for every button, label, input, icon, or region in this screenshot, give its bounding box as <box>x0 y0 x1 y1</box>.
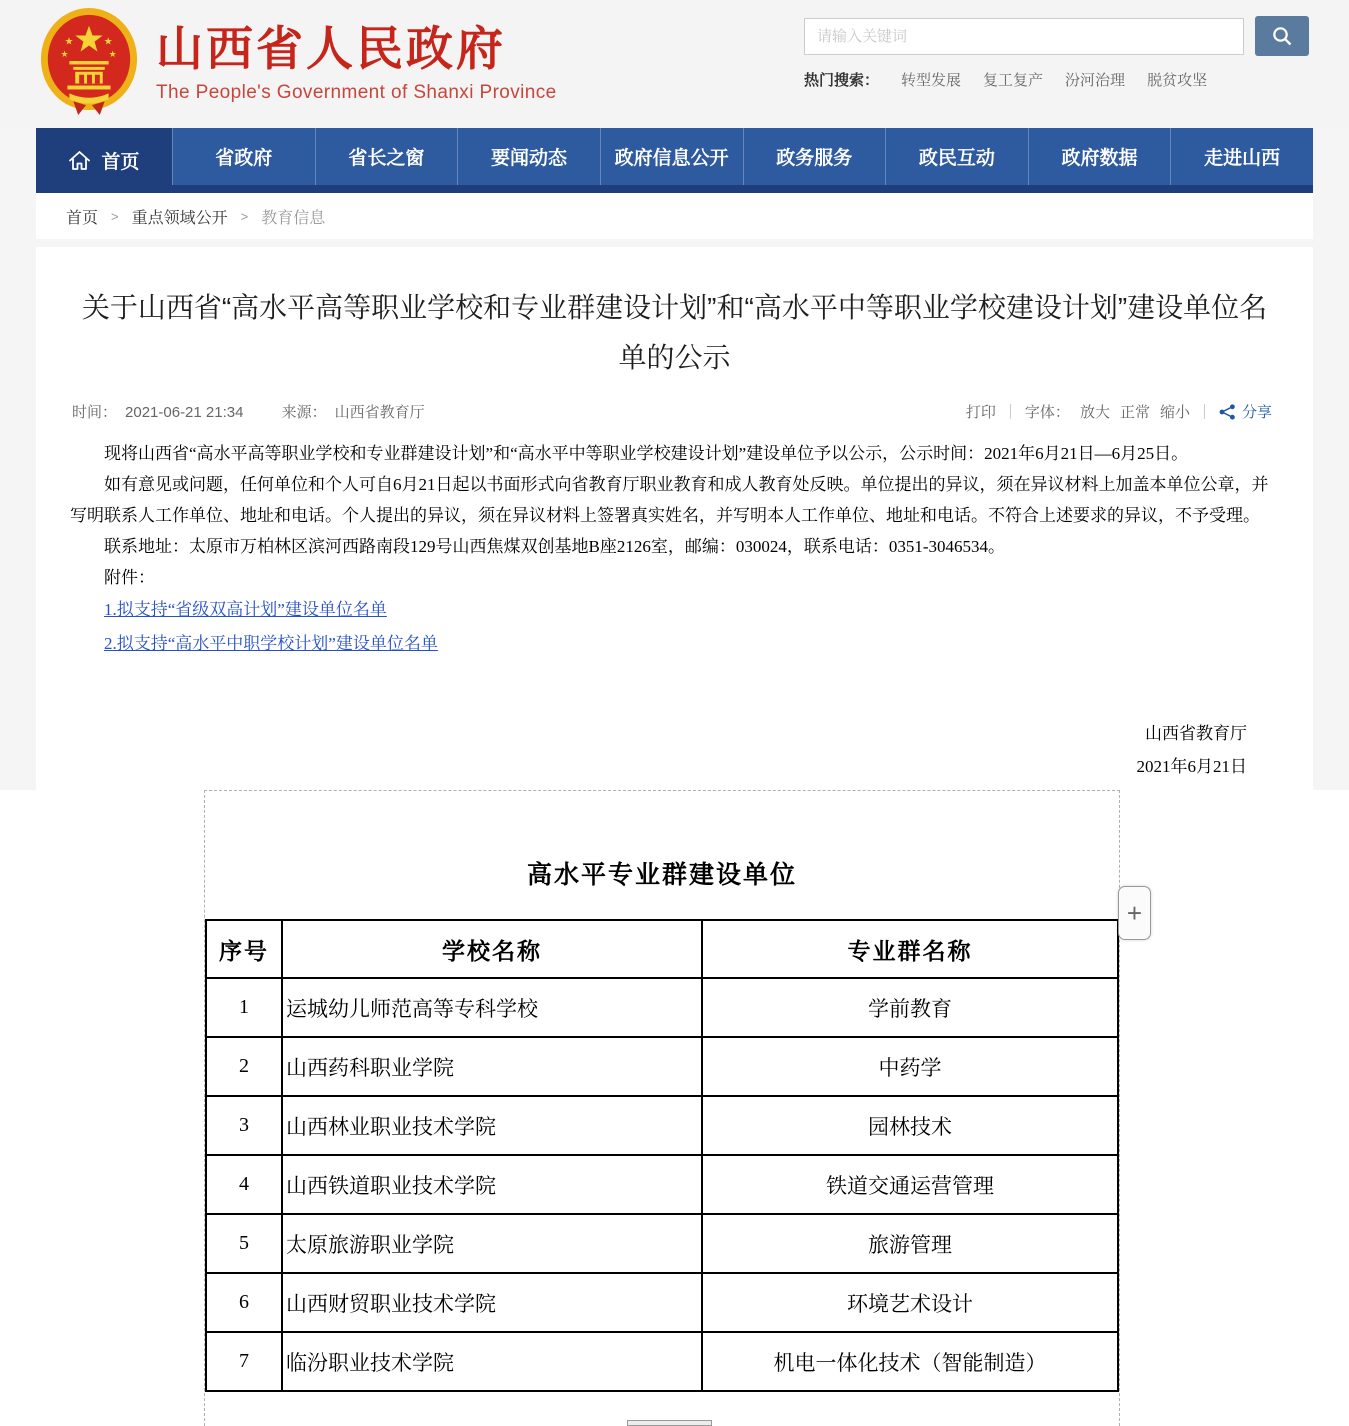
nav-item-label: 政务服务 <box>776 148 853 169</box>
nav-item-label: 政府数据 <box>1061 148 1138 169</box>
nav-item-label: 省长之窗 <box>348 148 425 169</box>
search-input[interactable] <box>804 18 1244 55</box>
cell-no: 3 <box>206 1096 282 1155</box>
breadcrumb <box>36 193 1313 239</box>
search-button[interactable] <box>1255 16 1309 56</box>
cell-group: 铁道交通运营管理 <box>702 1155 1118 1214</box>
publish-time: 2021-06-21 21:34 <box>125 404 244 421</box>
column-header-school: 学校名称 <box>282 920 702 978</box>
table-row <box>206 1155 1118 1214</box>
font-zoom-in-button[interactable]: 放大 <box>1079 404 1110 421</box>
site-header <box>0 0 1349 128</box>
document-page <box>204 790 1120 1426</box>
search-area <box>804 16 1310 90</box>
breadcrumb-home[interactable]: 首页 <box>66 209 99 227</box>
hot-search-item[interactable]: 转型发展 <box>901 72 962 89</box>
cell-school: 山西铁道职业技术学院 <box>282 1155 702 1214</box>
cell-school: 太原旅游职业学院 <box>282 1214 702 1273</box>
svg-text:★: ★ <box>64 36 74 48</box>
table-row <box>206 1273 1118 1332</box>
article-meta-left <box>72 401 433 422</box>
cell-group: 机电一体化技术（智能制造） <box>702 1332 1118 1391</box>
breadcrumb-separator: > <box>240 208 249 224</box>
document-zoom-in-button[interactable]: + <box>1118 886 1151 940</box>
construction-units-table <box>205 919 1119 1392</box>
cell-school: 山西药科职业学院 <box>282 1037 702 1096</box>
svg-text:★: ★ <box>103 36 113 48</box>
cell-school: 山西林业职业技术学院 <box>282 1096 702 1155</box>
home-icon <box>68 150 91 171</box>
article-title: 关于山西省“高水平高等职业学校和专业群建设计划”和“高水平中等职业学校建设计划”建设单位名单的公示 <box>81 292 1268 373</box>
nav-item-provincial-government[interactable] <box>172 128 315 185</box>
paragraph: 现将山西省“高水平高等职业学校和专业群建设计划”和“高水平中等职业学校建设计划”建设单位予以公示，公示时间：2021年6月21日—6月25日。 <box>104 444 1189 463</box>
article-container <box>36 247 1313 790</box>
cell-group: 学前教育 <box>702 978 1118 1037</box>
site-brand <box>38 6 557 118</box>
font-normal-button[interactable]: 正常 <box>1119 404 1150 421</box>
nav-item-news[interactable] <box>457 128 600 185</box>
table-row <box>206 1214 1118 1273</box>
contact-line: 联系地址：太原市万柏林区滨河西路南段129号山西焦煤双创基地B座2126室，邮编：030024，联系电话：0351-3046534。 <box>104 537 1005 556</box>
cell-school: 运城幼儿师范高等专科学校 <box>282 978 702 1037</box>
breadcrumb-separator: > <box>111 208 119 224</box>
font-zoom-out-button[interactable]: 缩小 <box>1159 404 1190 421</box>
document-viewer <box>0 790 1349 1426</box>
attachment-link-2[interactable]: 2.拟支持“高水平中职学校计划”建设单位名单 <box>104 634 438 653</box>
source-label: 来源： <box>281 404 327 421</box>
section-gap <box>0 239 1349 247</box>
cell-no: 5 <box>206 1214 282 1273</box>
share-icon <box>1219 404 1236 420</box>
search-icon <box>1271 25 1293 47</box>
nav-item-label: 走进山西 <box>1204 148 1281 169</box>
hot-search-row <box>804 69 1310 90</box>
cell-no: 1 <box>206 978 282 1037</box>
hot-search-item[interactable]: 复工复产 <box>983 72 1044 89</box>
svg-text:★: ★ <box>108 49 117 60</box>
cell-no: 6 <box>206 1273 282 1332</box>
nav-item-into-shanxi[interactable] <box>1170 128 1313 185</box>
svg-text:★: ★ <box>60 49 69 60</box>
hot-search-item[interactable]: 脱贫攻坚 <box>1147 72 1208 89</box>
cell-group: 旅游管理 <box>702 1214 1118 1273</box>
share-label: 分享 <box>1241 404 1272 421</box>
cell-group: 园林技术 <box>702 1096 1118 1155</box>
divider <box>1204 404 1205 419</box>
article-body <box>70 438 1279 661</box>
breadcrumb-current: 教育信息 <box>261 209 326 227</box>
table-row <box>206 1332 1118 1391</box>
article-signature <box>70 717 1279 783</box>
signature-date: 2021年6月21日 <box>1136 757 1247 776</box>
brand-text <box>156 20 557 104</box>
table-header-row <box>206 920 1118 978</box>
nav-item-gov-data[interactable] <box>1028 128 1171 185</box>
table-row <box>206 978 1118 1037</box>
hot-search-item[interactable]: 汾河治理 <box>1065 72 1126 89</box>
source-value: 山西省教育厅 <box>334 404 425 421</box>
horizontal-scrollbar-thumb[interactable] <box>627 1420 712 1426</box>
main-nav <box>36 128 1313 185</box>
nav-item-home[interactable] <box>36 128 172 193</box>
site-subtitle: The People's Government of Shanxi Province <box>156 82 557 103</box>
table-row <box>206 1096 1118 1155</box>
attachments-label: 附件： <box>104 568 155 587</box>
document-table-title: 高水平专业群建设单位 <box>526 861 797 889</box>
national-emblem-logo <box>38 6 140 118</box>
column-header-group: 专业群名称 <box>702 920 1118 978</box>
nav-item-label: 要闻动态 <box>491 148 568 169</box>
cell-no: 2 <box>206 1037 282 1096</box>
paragraph: 如有意见或问题，任何单位和个人可自6月21日起以书面形式向省教育厅职业教育和成人教育处反映。单位提出的异议，须在异议材料上加盖本单位公章，并写明联系人工作单位、地址和电话。个人提出的异议，须在异议材料上签署真实姓名，并写明本人工作单位、地址和电话。不符合上述要求的异议，不予受理。 <box>70 475 1269 525</box>
time-label: 时间： <box>72 404 118 421</box>
share-button[interactable] <box>1219 401 1272 422</box>
nav-item-label: 省政府 <box>215 148 273 169</box>
column-header-no: 序号 <box>206 920 282 978</box>
divider <box>1010 404 1011 419</box>
hot-search-label: 热门搜索： <box>804 72 880 89</box>
breadcrumb-key-areas[interactable]: 重点领域公开 <box>131 209 228 227</box>
nav-item-label: 政府信息公开 <box>614 148 729 169</box>
print-button[interactable]: 打印 <box>965 404 996 421</box>
cell-school: 临汾职业技术学院 <box>282 1332 702 1391</box>
table-row <box>206 1037 1118 1096</box>
article-meta-right <box>961 401 1277 422</box>
cell-no: 4 <box>206 1155 282 1214</box>
article-meta-bar <box>70 401 1279 422</box>
cell-group: 中药学 <box>702 1037 1118 1096</box>
nav-item-label: 政民互动 <box>918 148 995 169</box>
cell-no: 7 <box>206 1332 282 1391</box>
nav-item-label: 首页 <box>101 152 140 173</box>
cell-school: 山西财贸职业技术学院 <box>282 1273 702 1332</box>
cell-group: 环境艺术设计 <box>702 1273 1118 1332</box>
nav-item-gov-services[interactable] <box>743 128 886 185</box>
nav-bottom-strip <box>36 185 1313 193</box>
signature-org: 山西省教育厅 <box>1145 724 1247 743</box>
attachment-link-1[interactable]: 1.拟支持“省级双高计划”建设单位名单 <box>104 600 387 619</box>
nav-item-public-interaction[interactable] <box>885 128 1028 185</box>
font-size-label: 字体： <box>1024 404 1070 421</box>
site-title: 山西省人民政府 <box>156 22 506 75</box>
nav-item-gov-info-disclosure[interactable] <box>600 128 743 185</box>
nav-item-governor-window[interactable] <box>315 128 458 185</box>
